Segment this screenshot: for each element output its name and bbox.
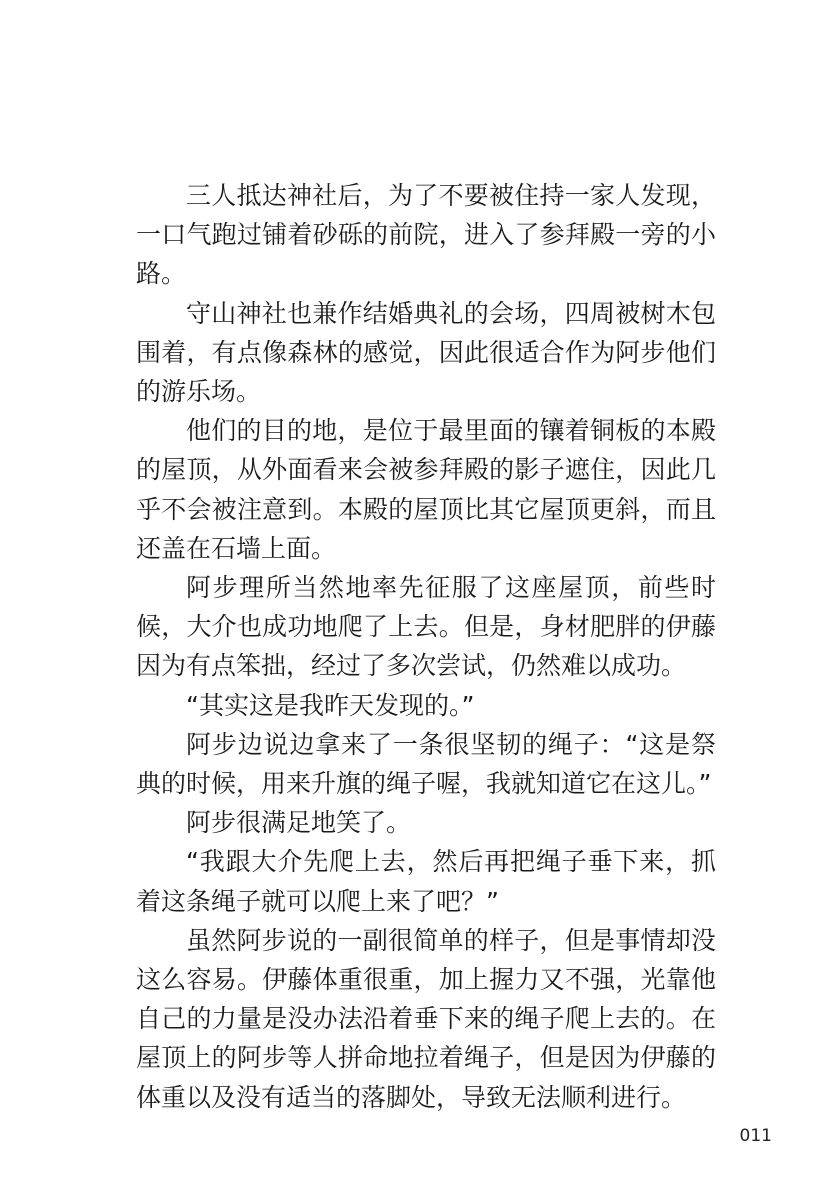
paragraph: 他们的目的地，是位于最里面的镶着铜板的本殿的屋顶，从外面看来会被参拜殿的影子遮住，因此几乎不会被注意到。本殿的屋顶比其它屋顶更斜，而且还盖在石墙上面。 — [136, 416, 716, 563]
paragraph: 三人抵达神社后，为了不要被住持一家人发现，一口气跑过铺着砂砾的前院，进入了参拜殿一旁的小路。 — [136, 181, 716, 289]
paragraph: “其实这是我昨天发现的。” — [186, 690, 475, 720]
paragraph: 阿步边说边拿来了一条很坚韧的绳子：“这是祭典的时候，用来升旗的绳子喔，我就知道它在这儿。” — [136, 729, 716, 799]
body-text — [136, 176, 716, 1117]
paragraph: 虽然阿步说的一副很简单的样子，但是事情却没这么容易。伊藤体重很重，加上握力又不强，光靠他自己的力量是没办法沿着垂下来的绳子爬上去的。在屋顶上的阿步等人拼命地拉着绳子，但是因为伊藤的体重以及没有适当的落脚处，导致无法顺利进行。 — [136, 925, 716, 1112]
page-number: 011 — [739, 1126, 772, 1146]
paragraph: 阿步很满足地笑了。 — [186, 808, 412, 838]
paragraph: 阿步理所当然地率先征服了这座屋顶，前些时候，大介也成功地爬了上去。但是，身材肥胖的伊藤因为有点笨拙，经过了多次尝试，仍然难以成功。 — [136, 573, 716, 681]
paragraph: “我跟大介先爬上去，然后再把绳子垂下来，抓着这条绳子就可以爬上来了吧？” — [136, 847, 716, 916]
paragraph: 守山神社也兼作结婚典礼的会场，四周被树木包围着，有点像森林的感觉，因此很适合作为阿步他们的游乐场。 — [136, 298, 716, 407]
